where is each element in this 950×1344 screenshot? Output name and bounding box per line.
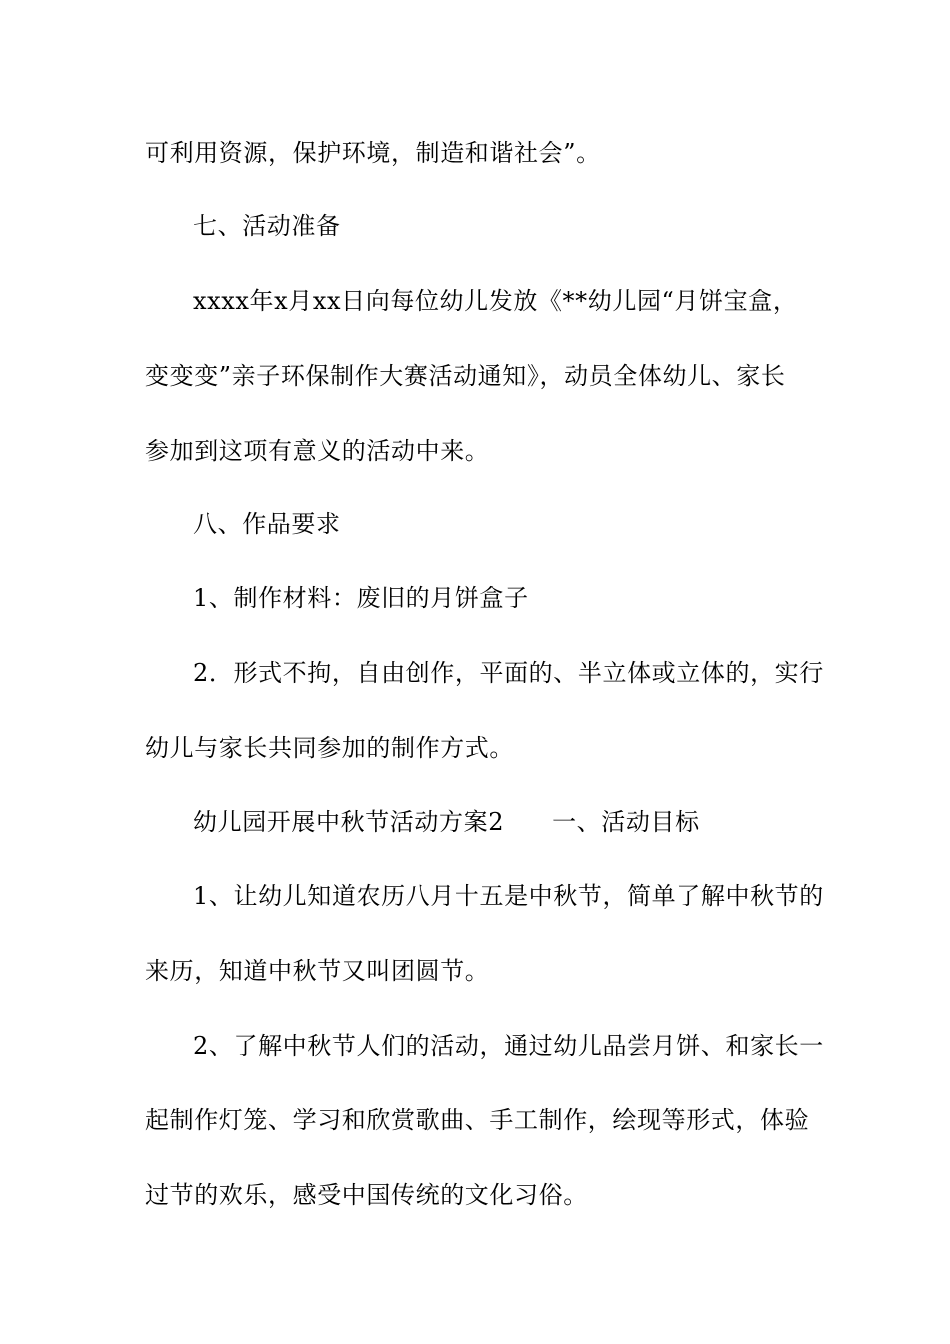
paragraph-line: 过节的欢乐，感受中国传统的文化习俗。 bbox=[145, 1181, 588, 1209]
paragraph-line: 变变变”亲子环保制作大赛活动通知》，动员全体幼儿、家长 bbox=[145, 362, 786, 390]
list-item: 2．形式不拘，自由创作，平面的、半立体或立体的，实行 bbox=[193, 659, 824, 687]
paragraph-line: 可利用资源，保护环境，制造和谐社会”。 bbox=[145, 139, 601, 167]
paragraph-line: 来历，知道中秋节又叫团圆节。 bbox=[145, 957, 490, 985]
paragraph-line: 幼儿与家长共同参加的制作方式。 bbox=[145, 734, 514, 762]
section-heading-preparation: 七、活动准备 bbox=[193, 212, 341, 240]
section-heading-goals: 一、活动目标 bbox=[552, 808, 700, 836]
paragraph-line: xxxx年x月xx日向每位幼儿发放《**幼儿园“月饼宝盒， bbox=[193, 287, 798, 315]
list-item: 1、让幼儿知道农历八月十五是中秋节，简单了解中秋节的 bbox=[193, 882, 824, 910]
paragraph-line: 起制作灯笼、学习和欣赏歌曲、手工制作，绘现等形式，体验 bbox=[145, 1106, 810, 1134]
section-heading-requirements: 八、作品要求 bbox=[193, 510, 341, 538]
list-item: 2、了解中秋节人们的活动，通过幼儿品尝月饼、和家长一 bbox=[193, 1032, 824, 1060]
list-item: 1、制作材料：废旧的月饼盒子 bbox=[193, 584, 529, 612]
paragraph-line: 参加到这项有意义的活动中来。 bbox=[145, 437, 490, 465]
plan-title-line bbox=[193, 806, 863, 838]
plan-title: 幼儿园开展中秋节活动方案2 bbox=[193, 808, 505, 836]
